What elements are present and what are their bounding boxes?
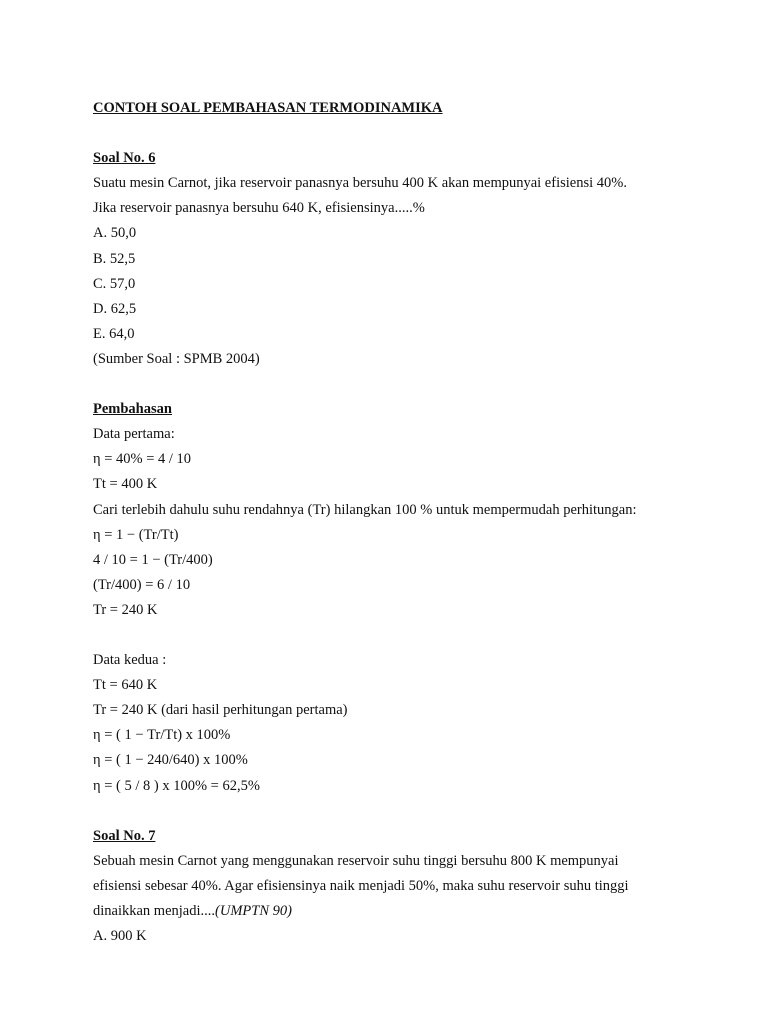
- soal-6-question-line: Suatu mesin Carnot, jika reservoir panasnya bersuhu 400 K akan mempunyai efisiensi 40%.: [93, 175, 627, 192]
- pembahasan-line: Tr = 240 K: [93, 601, 158, 618]
- soal-7-question-line: [93, 899, 713, 924]
- pembahasan-line: Cari terlebih dahulu suhu rendahnya (Tr) hilangkan 100 % untuk mempermudah perhitungan:: [93, 501, 637, 518]
- spacer: [93, 121, 713, 146]
- soal-7-question-line: efisiensi sebesar 40%. Agar efisiensinya naik menjadi 50%, maka suhu reservoir suhu tinggi: [93, 877, 629, 894]
- soal-6-option-c: C. 57,0: [93, 275, 136, 292]
- soal-6-heading: Soal No. 6: [93, 150, 156, 167]
- spacer: [93, 623, 713, 648]
- pembahasan-line: Tr = 240 K (dari hasil perhitungan pertama): [93, 702, 348, 719]
- spacer: [93, 372, 713, 397]
- pembahasan-line: Tt = 640 K: [93, 677, 158, 694]
- soal-6-option-d: D. 62,5: [93, 300, 137, 317]
- soal-7-question-line: Sebuah mesin Carnot yang menggunakan reservoir suhu tinggi bersuhu 800 K mempunyai: [93, 852, 619, 869]
- pembahasan-line: η = 40% = 4 / 10: [93, 451, 192, 468]
- spacer: [93, 799, 713, 824]
- pembahasan-line: Tt = 400 K: [93, 476, 158, 493]
- soal-7-question-text: dinaikkan menjadi....: [93, 903, 216, 919]
- pembahasan-line: Data pertama:: [93, 426, 175, 443]
- document-title: CONTOH SOAL PEMBAHASAN TERMODINAMIKA: [93, 100, 443, 116]
- pembahasan-line: η = ( 1 − 240/640) x 100%: [93, 752, 248, 769]
- soal-6-source: (Sumber Soal : SPMB 2004): [93, 350, 260, 367]
- pembahasan-line: Data kedua :: [93, 652, 167, 669]
- pembahasan-heading: Pembahasan: [93, 401, 172, 418]
- pembahasan-line: (Tr/400) = 6 / 10: [93, 576, 191, 593]
- soal-6-option-b: B. 52,5: [93, 250, 136, 267]
- soal-7-source: (UMPTN 90): [215, 903, 292, 919]
- soal-7-option-a: A. 900 K: [93, 928, 147, 945]
- pembahasan-line: η = ( 5 / 8 ) x 100% = 62,5%: [93, 777, 260, 794]
- soal-6-question-line: Jika reservoir panasnya bersuhu 640 K, efisiensinya.....%: [93, 200, 425, 217]
- pembahasan-line: η = ( 1 − Tr/Tt) x 100%: [93, 727, 231, 744]
- document-page: [93, 96, 713, 949]
- pembahasan-line: 4 / 10 = 1 − (Tr/400): [93, 551, 213, 568]
- soal-7-heading: Soal No. 7: [93, 827, 156, 844]
- soal-6-option-a: A. 50,0: [93, 225, 137, 242]
- soal-6-option-e: E. 64,0: [93, 325, 135, 342]
- pembahasan-line: η = 1 − (Tr/Tt): [93, 526, 179, 543]
